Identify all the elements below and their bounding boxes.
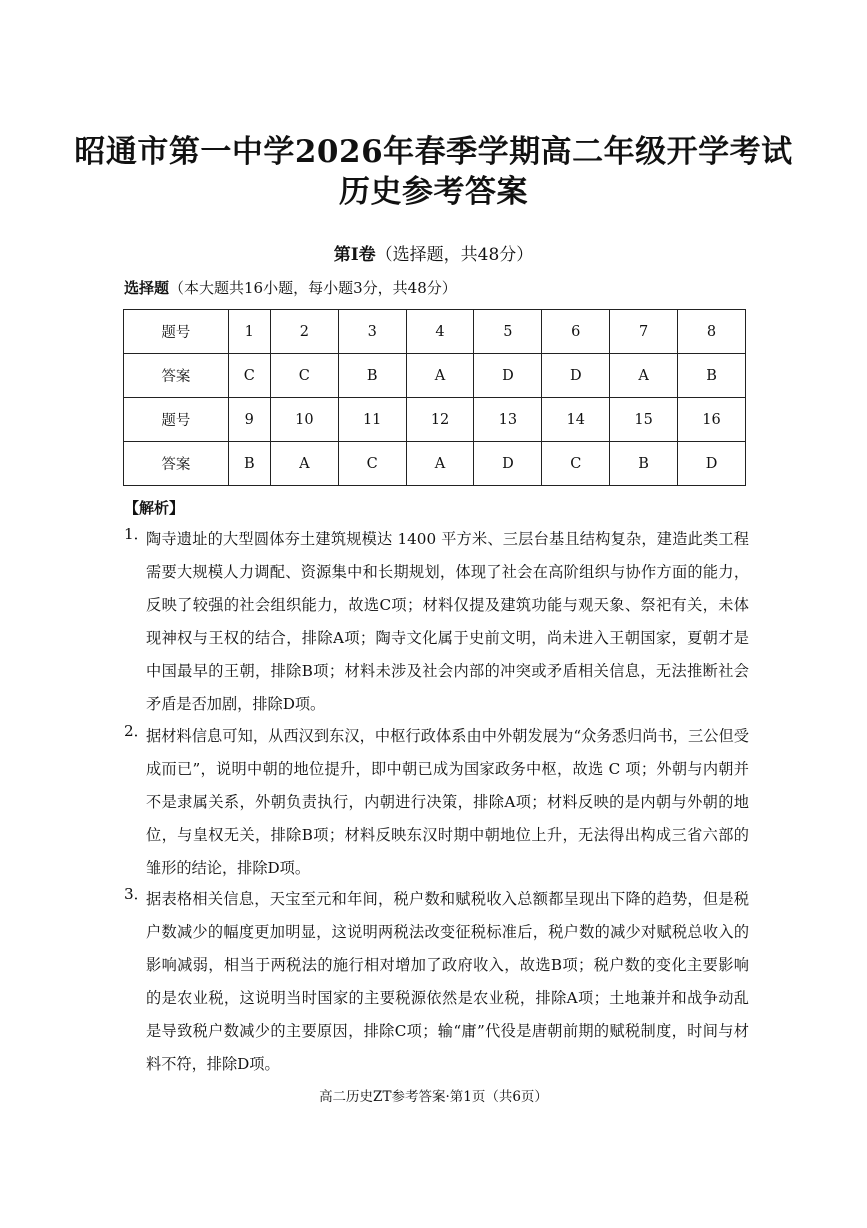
table-cell: 1 bbox=[228, 310, 270, 354]
table-row-header: 答案 bbox=[124, 354, 229, 398]
table-cell: C bbox=[270, 354, 338, 398]
table-cell: B bbox=[678, 354, 746, 398]
item-text: 陶寺遗址的大型圆体夯土建筑规模达 1400 平方米、三层台基且结构复杂，建造此类工程需要大规模人力调配、资源集中和长期规划，体现了社会在高阶组织与协作方面的能力，反映了较强的社会组织能力，故选C项；材料仅提及建筑功能与观天象、祭祀有关，未体现神权与王权的结合，排除A项；陶寺文化属于史前文明，尚未进入王朝国家，夏朝才是中国最早的王朝，排除B项；材料未涉及社会内部的冲突或矛盾相关信息，无法推断社会矛盾是否加剧，排除D项。 bbox=[146, 530, 749, 713]
table-cell: 3 bbox=[338, 310, 406, 354]
table-row-header: 题号 bbox=[124, 310, 229, 354]
analysis-item bbox=[124, 883, 749, 1081]
instruction-rest: （本大题共16小题，每小题3分，共48分） bbox=[169, 279, 457, 297]
table-cell: D bbox=[474, 354, 542, 398]
table-cell: A bbox=[270, 442, 338, 486]
table-cell: 5 bbox=[474, 310, 542, 354]
table-cell: B bbox=[338, 354, 406, 398]
item-number: 2． bbox=[124, 722, 149, 740]
item-number: 3． bbox=[124, 885, 149, 903]
table-cell: D bbox=[678, 442, 746, 486]
table-cell: 10 bbox=[270, 398, 338, 442]
table-cell: 12 bbox=[406, 398, 474, 442]
section-title-bold: 第Ⅰ卷 bbox=[333, 245, 376, 265]
instruction-bold: 选择题 bbox=[124, 279, 170, 297]
table-cell: B bbox=[228, 442, 270, 486]
table-row bbox=[124, 310, 746, 354]
table-cell: 4 bbox=[406, 310, 474, 354]
table-row bbox=[124, 354, 746, 398]
table-row bbox=[124, 442, 746, 486]
table-row bbox=[124, 398, 746, 442]
section-title bbox=[0, 240, 867, 265]
section-title-rest: （选择题，共48分） bbox=[375, 245, 534, 265]
table-cell: A bbox=[406, 354, 474, 398]
table-cell: D bbox=[474, 442, 542, 486]
table-cell: C bbox=[228, 354, 270, 398]
exam-subtitle: 历史参考答案 bbox=[339, 174, 528, 210]
table-cell: 13 bbox=[474, 398, 542, 442]
item-text: 据材料信息可知，从西汉到东汉，中枢行政体系由中外朝发展为“众务悉归尚书，三公但受成而已”，说明中朝的地位提升，即中朝已成为国家政务中枢，故选 C 项；外朝与内朝并不是隶属关系，外朝负责执行，内朝进行决策，排除A项；材料反映的是内朝与外朝的地位，与皇权无关，排除B项；材料反映东汉时期中朝地位上升，无法得出构成三省六部的雏形的结论，排除D项。 bbox=[146, 727, 749, 877]
table-row-header: 题号 bbox=[124, 398, 229, 442]
table-cell: 16 bbox=[678, 398, 746, 442]
table-cell: 15 bbox=[610, 398, 678, 442]
table-cell: 6 bbox=[542, 310, 610, 354]
analysis-heading: 【解析】 bbox=[124, 499, 185, 517]
answer-table bbox=[123, 309, 746, 486]
table-cell: A bbox=[610, 354, 678, 398]
table-cell: 14 bbox=[542, 398, 610, 442]
table-cell: B bbox=[610, 442, 678, 486]
table-cell: 9 bbox=[228, 398, 270, 442]
table-cell: A bbox=[406, 442, 474, 486]
analysis-item bbox=[124, 720, 749, 885]
table-row-header: 答案 bbox=[124, 442, 229, 486]
analysis-item bbox=[124, 523, 749, 721]
table-cell: C bbox=[338, 442, 406, 486]
table-cell: 11 bbox=[338, 398, 406, 442]
page-footer: 高二历史ZT参考答案·第1页（共6页） bbox=[319, 1089, 548, 1105]
item-text: 据表格相关信息，天宝至元和年间，税户数和赋税收入总额都呈现出下降的趋势，但是税户数减少的幅度更加明显，这说明两税法改变征税标准后，税户数的减少对赋税总收入的影响减弱，相当于两税法的施行相对增加了政府收入，故选B项；税户数的变化主要影响的是农业税，这说明当时国家的主要税源依然是农业税，排除A项；土地兼并和战争动乱是导致税户数减少的主要原因，排除C项；输“庸”代役是唐朝前期的赋税制度，时间与材料不符，排除D项。 bbox=[146, 890, 749, 1073]
table-cell: 2 bbox=[270, 310, 338, 354]
table-cell: 8 bbox=[678, 310, 746, 354]
item-number: 1． bbox=[124, 525, 149, 543]
table-cell: C bbox=[542, 442, 610, 486]
exam-title: 昭通市第一中学2026年春季学期高二年级开学考试 bbox=[74, 134, 793, 170]
table-cell: 7 bbox=[610, 310, 678, 354]
section-instruction bbox=[124, 277, 457, 298]
table-cell: D bbox=[542, 354, 610, 398]
